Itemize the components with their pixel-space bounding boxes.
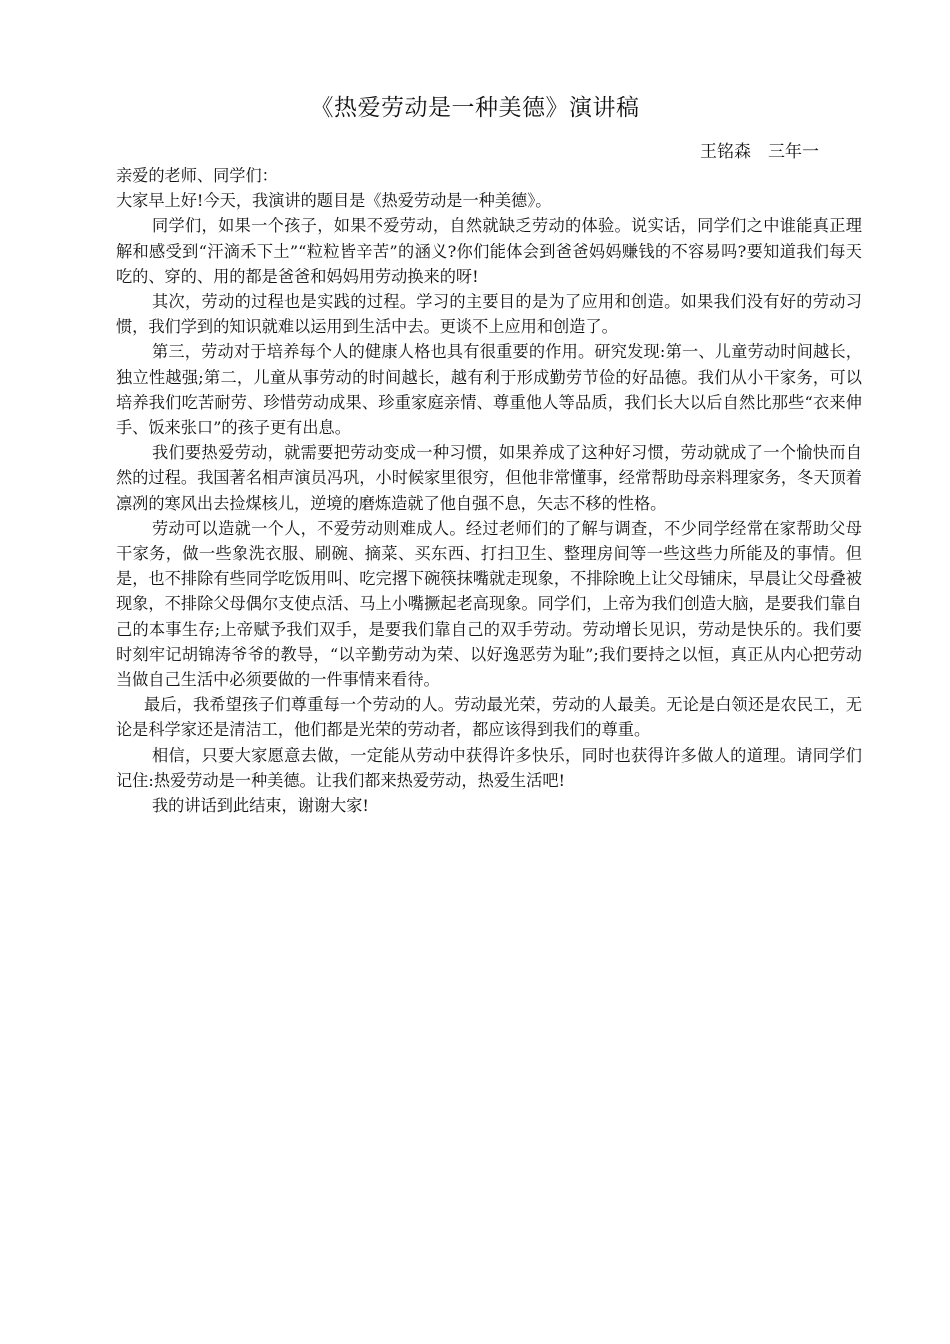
paragraph: 相信，只要大家愿意去做，一定能从劳动中获得许多快乐，同时也获得许多做人的道理。请同学们记住:热爱劳动是一种美德。让我们都来热爱劳动，热爱生活吧! <box>116 745 862 790</box>
document-body <box>116 163 862 818</box>
paragraph: 同学们，如果一个孩子，如果不爱劳动，自然就缺乏劳动的体验。说实话，同学们之中谁能真正理解和感受到“汗滴禾下土”“粒粒皆辛苦”的涵义?你们能体会到爸爸妈妈赚钱的不容易吗?要知道我们每天吃的、穿的、用的都是爸爸和妈妈用劳动换来的呀! <box>116 216 862 286</box>
greeting: 亲爱的老师、同学们： <box>116 166 278 185</box>
author-line: 王铭森 三年一 <box>700 142 819 162</box>
paragraph: 其次，劳动的过程也是实践的过程。学习的主要目的是为了应用和创造。如果我们没有好的劳动习惯，我们学到的知识就难以运用到生活中去。更谈不上应用和创造了。 <box>116 292 862 337</box>
paragraph: 劳动可以造就一个人，不爱劳动则难成人。经过老师们的了解与调查，不少同学经常在家帮助父母干家务，做一些象洗衣服、刷碗、摘菜、买东西、打扫卫生、整理房间等一些这些力所能及的事情。但是，也不排除有些同学吃饭用叫、吃完撂下碗筷抹嘴就走现象，不排除晚上让父母铺床，早晨让父母叠被现象，不排除父母偶尔支使点活、马上小嘴撅起老高现象。同学们，上帝为我们创造大脑，是要我们靠自己的本事生存;上帝赋予我们双手，是要我们靠自己的双手劳动。劳动增长见识，劳动是快乐的。我们要时刻牢记胡锦涛爷爷的教导，“以辛勤劳动为荣、以好逸恶劳为耻”;我们要持之以恒，真正从内心把劳动当做自己生活中必须要做的一件事情来看待。 <box>116 518 862 690</box>
paragraph: 我们要热爱劳动，就需要把劳动变成一种习惯，如果养成了这种好习惯，劳动就成了一个愉快而自然的过程。我国著名相声演员冯巩，小时候家里很穷，但他非常懂事，经常帮助母亲料理家务，冬天顶着凛冽的寒风出去捡煤核儿，逆境的磨炼造就了他自强不息，矢志不移的性格。 <box>116 443 862 513</box>
paragraph-intro: 大家早上好!今天，我演讲的题目是《热爱劳动是一种美德》。 <box>116 191 552 211</box>
paragraph: 第三，劳动对于培养每个人的健康人格也具有很重要的作用。研究发现:第一、儿童劳动时间越长，独立性越强;第二，儿童从事劳动的时间越长，越有利于形成勤劳节俭的好品德。我们从小干家务，可以培养我们吃苦耐劳、珍惜劳动成果、珍重家庭亲情、尊重他人等品质，我们长大以后自然比那些“衣来伸手、饭来张口”的孩子更有出息。 <box>116 342 862 438</box>
paragraph-closing: 我的讲话到此结束，谢谢大家! <box>152 796 369 816</box>
paragraph: 最后，我希望孩子们尊重每一个劳动的人。劳动最光荣，劳动的人最美。无论是白领还是农民工，无论是科学家还是清洁工，他们都是光荣的劳动者，都应该得到我们的尊重。 <box>116 695 862 740</box>
document-title: 《热爱劳动是一种美德》演讲稿 <box>310 95 640 121</box>
